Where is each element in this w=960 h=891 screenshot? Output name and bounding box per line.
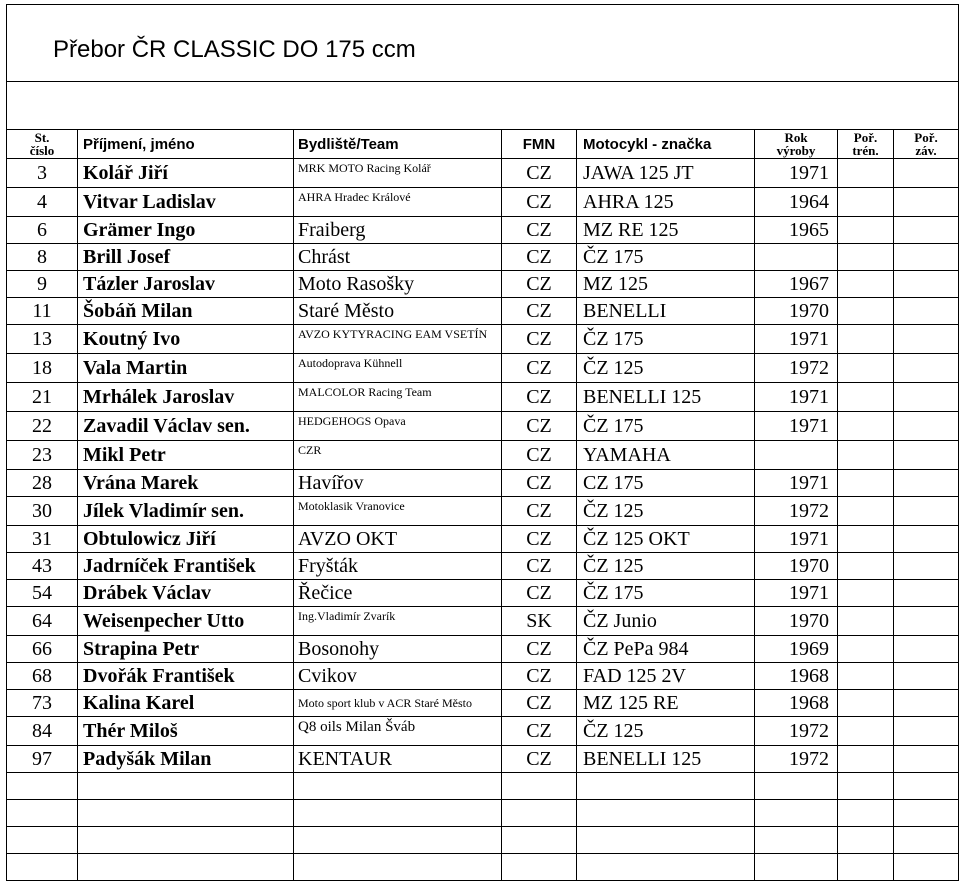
rider-fmn: CZ bbox=[502, 383, 577, 412]
training-position bbox=[838, 497, 894, 526]
rider-motorcycle: CZ 175 bbox=[577, 470, 755, 497]
empty-cell bbox=[502, 773, 577, 800]
empty-cell bbox=[502, 854, 577, 881]
race-position bbox=[894, 159, 959, 188]
empty-row bbox=[7, 854, 959, 881]
table-row bbox=[7, 690, 959, 717]
start-number: 73 bbox=[7, 690, 78, 717]
production-year: 1970 bbox=[755, 553, 838, 580]
rider-fmn: CZ bbox=[502, 412, 577, 441]
rider-fmn: CZ bbox=[502, 717, 577, 746]
training-position bbox=[838, 383, 894, 412]
production-year: 1971 bbox=[755, 412, 838, 441]
start-number: 68 bbox=[7, 663, 78, 690]
table-row bbox=[7, 717, 959, 746]
production-year: 1971 bbox=[755, 580, 838, 607]
rider-fmn: CZ bbox=[502, 636, 577, 663]
header-name: Příjmení, jméno bbox=[78, 130, 294, 159]
title-row bbox=[7, 5, 959, 82]
rider-team: Autodoprava Kühnell bbox=[294, 354, 502, 383]
rider-fmn: CZ bbox=[502, 580, 577, 607]
rider-fmn: CZ bbox=[502, 553, 577, 580]
start-number: 23 bbox=[7, 441, 78, 470]
rider-team: Bosonohy bbox=[294, 636, 502, 663]
table-row bbox=[7, 580, 959, 607]
production-year: 1972 bbox=[755, 717, 838, 746]
rider-fmn: CZ bbox=[502, 441, 577, 470]
table-row bbox=[7, 325, 959, 354]
rider-fmn: CZ bbox=[502, 746, 577, 773]
training-position bbox=[838, 325, 894, 354]
rider-name: Kolář Jiří bbox=[78, 159, 294, 188]
empty-cell bbox=[294, 773, 502, 800]
rider-name: Vala Martin bbox=[78, 354, 294, 383]
rider-name: Jadrníček František bbox=[78, 553, 294, 580]
empty-cell bbox=[755, 827, 838, 854]
rider-motorcycle: MZ 125 RE bbox=[577, 690, 755, 717]
rider-motorcycle: ČZ 125 bbox=[577, 354, 755, 383]
rider-fmn: CZ bbox=[502, 354, 577, 383]
production-year: 1967 bbox=[755, 271, 838, 298]
table-row bbox=[7, 412, 959, 441]
production-year: 1972 bbox=[755, 746, 838, 773]
race-position bbox=[894, 244, 959, 271]
race-position bbox=[894, 383, 959, 412]
rider-team: Řečice bbox=[294, 580, 502, 607]
empty-cell bbox=[294, 854, 502, 881]
empty-cell bbox=[7, 773, 78, 800]
rider-motorcycle: ČZ 175 bbox=[577, 412, 755, 441]
rider-motorcycle: ČZ 125 bbox=[577, 553, 755, 580]
production-year: 1968 bbox=[755, 690, 838, 717]
table-row bbox=[7, 159, 959, 188]
rider-name: Zavadil Václav sen. bbox=[78, 412, 294, 441]
rider-fmn: CZ bbox=[502, 470, 577, 497]
race-position bbox=[894, 690, 959, 717]
training-position bbox=[838, 663, 894, 690]
empty-cell bbox=[838, 827, 894, 854]
rider-fmn: CZ bbox=[502, 298, 577, 325]
production-year: 1968 bbox=[755, 663, 838, 690]
table-row bbox=[7, 636, 959, 663]
training-position bbox=[838, 553, 894, 580]
empty-cell bbox=[7, 827, 78, 854]
training-position bbox=[838, 526, 894, 553]
rider-name: Thér Miloš bbox=[78, 717, 294, 746]
blank-row bbox=[7, 82, 959, 130]
rider-fmn: CZ bbox=[502, 217, 577, 244]
rider-team: AHRA Hradec Králové bbox=[294, 188, 502, 217]
empty-cell bbox=[894, 800, 959, 827]
rider-fmn: CZ bbox=[502, 325, 577, 354]
start-number: 64 bbox=[7, 607, 78, 636]
rider-motorcycle: ČZ 175 bbox=[577, 580, 755, 607]
rider-name: Vrána Marek bbox=[78, 470, 294, 497]
rider-fmn: CZ bbox=[502, 497, 577, 526]
rider-motorcycle: BENELLI bbox=[577, 298, 755, 325]
rider-name: Jílek Vladimír sen. bbox=[78, 497, 294, 526]
rider-team: KENTAUR bbox=[294, 746, 502, 773]
rider-motorcycle: MZ RE 125 bbox=[577, 217, 755, 244]
empty-cell bbox=[78, 854, 294, 881]
empty-cell bbox=[838, 800, 894, 827]
table-row bbox=[7, 441, 959, 470]
header-start-number: St. číslo bbox=[7, 130, 78, 159]
rider-team: Havířov bbox=[294, 470, 502, 497]
empty-cell bbox=[577, 800, 755, 827]
rider-team: Moto sport klub v ACR Staré Město bbox=[294, 690, 502, 717]
empty-cell bbox=[838, 854, 894, 881]
rider-motorcycle: BENELLI 125 bbox=[577, 746, 755, 773]
start-number: 97 bbox=[7, 746, 78, 773]
production-year: 1965 bbox=[755, 217, 838, 244]
start-number: 31 bbox=[7, 526, 78, 553]
rider-fmn: CZ bbox=[502, 159, 577, 188]
rider-motorcycle: ČZ 175 bbox=[577, 325, 755, 354]
rider-name: Mikl Petr bbox=[78, 441, 294, 470]
rider-motorcycle: ČZ 125 OKT bbox=[577, 526, 755, 553]
production-year: 1971 bbox=[755, 470, 838, 497]
empty-cell bbox=[577, 854, 755, 881]
rider-motorcycle: JAWA 125 JT bbox=[577, 159, 755, 188]
rider-name: Dvořák František bbox=[78, 663, 294, 690]
empty-row bbox=[7, 773, 959, 800]
race-position bbox=[894, 188, 959, 217]
rider-team: AVZO OKT bbox=[294, 526, 502, 553]
rider-motorcycle: ČZ PePa 984 bbox=[577, 636, 755, 663]
empty-cell bbox=[294, 827, 502, 854]
training-position bbox=[838, 746, 894, 773]
rider-name: Vitvar Ladislav bbox=[78, 188, 294, 217]
training-position bbox=[838, 607, 894, 636]
race-position bbox=[894, 607, 959, 636]
header-team: Bydliště/Team bbox=[294, 130, 502, 159]
empty-cell bbox=[7, 854, 78, 881]
table-row bbox=[7, 746, 959, 773]
rider-motorcycle: YAMAHA bbox=[577, 441, 755, 470]
race-position bbox=[894, 470, 959, 497]
rider-name: Drábek Václav bbox=[78, 580, 294, 607]
rider-team: Q8 oils Milan Šváb bbox=[294, 717, 502, 746]
rider-team: MRK MOTO Racing Kolář bbox=[294, 159, 502, 188]
rider-name: Mrhálek Jaroslav bbox=[78, 383, 294, 412]
production-year: 1972 bbox=[755, 354, 838, 383]
header-fmn: FMN bbox=[502, 130, 577, 159]
rider-name: Šobáň Milan bbox=[78, 298, 294, 325]
rider-fmn: CZ bbox=[502, 271, 577, 298]
start-number: 84 bbox=[7, 717, 78, 746]
empty-cell bbox=[577, 773, 755, 800]
training-position bbox=[838, 244, 894, 271]
header-training: Poř. trén. bbox=[838, 130, 894, 159]
start-number: 13 bbox=[7, 325, 78, 354]
rider-name: Obtulowicz Jiří bbox=[78, 526, 294, 553]
race-position bbox=[894, 580, 959, 607]
start-number: 30 bbox=[7, 497, 78, 526]
rider-team: HEDGEHOGS Opava bbox=[294, 412, 502, 441]
race-position bbox=[894, 271, 959, 298]
empty-cell bbox=[78, 773, 294, 800]
rider-fmn: CZ bbox=[502, 188, 577, 217]
rider-name: Weisenpecher Utto bbox=[78, 607, 294, 636]
results-table bbox=[6, 4, 959, 881]
rider-motorcycle: BENELLI 125 bbox=[577, 383, 755, 412]
rider-team: Chrást bbox=[294, 244, 502, 271]
rider-team: Staré Město bbox=[294, 298, 502, 325]
empty-cell bbox=[838, 773, 894, 800]
empty-cell bbox=[294, 800, 502, 827]
start-number: 43 bbox=[7, 553, 78, 580]
production-year bbox=[755, 441, 838, 470]
race-position bbox=[894, 636, 959, 663]
start-number: 54 bbox=[7, 580, 78, 607]
start-number: 8 bbox=[7, 244, 78, 271]
empty-cell bbox=[894, 773, 959, 800]
rider-name: Kalina Karel bbox=[78, 690, 294, 717]
production-year: 1969 bbox=[755, 636, 838, 663]
training-position bbox=[838, 354, 894, 383]
training-position bbox=[838, 636, 894, 663]
race-position bbox=[894, 354, 959, 383]
race-position bbox=[894, 412, 959, 441]
rider-name: Strapina Petr bbox=[78, 636, 294, 663]
race-position bbox=[894, 441, 959, 470]
rider-name: Brill Josef bbox=[78, 244, 294, 271]
table-row bbox=[7, 188, 959, 217]
empty-row bbox=[7, 800, 959, 827]
rider-fmn: CZ bbox=[502, 244, 577, 271]
rider-team: MALCOLOR Racing Team bbox=[294, 383, 502, 412]
training-position bbox=[838, 580, 894, 607]
empty-cell bbox=[502, 800, 577, 827]
training-position bbox=[838, 159, 894, 188]
training-position bbox=[838, 271, 894, 298]
rider-team: Cvikov bbox=[294, 663, 502, 690]
rider-name: Padyšák Milan bbox=[78, 746, 294, 773]
rider-name: Tázler Jaroslav bbox=[78, 271, 294, 298]
table-row bbox=[7, 383, 959, 412]
race-position bbox=[894, 526, 959, 553]
training-position bbox=[838, 441, 894, 470]
race-position bbox=[894, 553, 959, 580]
training-position bbox=[838, 298, 894, 325]
race-position bbox=[894, 746, 959, 773]
rider-fmn: CZ bbox=[502, 663, 577, 690]
training-position bbox=[838, 717, 894, 746]
header-row bbox=[7, 130, 959, 159]
rider-motorcycle: ČZ 175 bbox=[577, 244, 755, 271]
table-row bbox=[7, 354, 959, 383]
start-number: 9 bbox=[7, 271, 78, 298]
start-number: 28 bbox=[7, 470, 78, 497]
production-year: 1971 bbox=[755, 159, 838, 188]
rider-motorcycle: ČZ 125 bbox=[577, 497, 755, 526]
rider-team: Fraiberg bbox=[294, 217, 502, 244]
empty-cell bbox=[755, 773, 838, 800]
table-row bbox=[7, 244, 959, 271]
empty-cell bbox=[502, 827, 577, 854]
race-position bbox=[894, 298, 959, 325]
production-year: 1971 bbox=[755, 383, 838, 412]
production-year: 1970 bbox=[755, 607, 838, 636]
production-year bbox=[755, 244, 838, 271]
race-position bbox=[894, 325, 959, 354]
table-row bbox=[7, 470, 959, 497]
rider-team: Ing.Vladimír Zvarík bbox=[294, 607, 502, 636]
rider-fmn: CZ bbox=[502, 526, 577, 553]
rider-team: Moto Rasošky bbox=[294, 271, 502, 298]
header-race: Poř. záv. bbox=[894, 130, 959, 159]
start-number: 4 bbox=[7, 188, 78, 217]
start-number: 66 bbox=[7, 636, 78, 663]
start-number: 3 bbox=[7, 159, 78, 188]
production-year: 1964 bbox=[755, 188, 838, 217]
start-number: 21 bbox=[7, 383, 78, 412]
rider-team: CZR bbox=[294, 441, 502, 470]
training-position bbox=[838, 412, 894, 441]
empty-cell bbox=[755, 854, 838, 881]
header-year: Rok výroby bbox=[755, 130, 838, 159]
rider-name: Grämer Ingo bbox=[78, 217, 294, 244]
table-row bbox=[7, 497, 959, 526]
race-position bbox=[894, 663, 959, 690]
empty-cell bbox=[894, 854, 959, 881]
production-year: 1970 bbox=[755, 298, 838, 325]
rider-motorcycle: AHRA 125 bbox=[577, 188, 755, 217]
rider-motorcycle: ČZ Junio bbox=[577, 607, 755, 636]
empty-row bbox=[7, 827, 959, 854]
training-position bbox=[838, 188, 894, 217]
table-row bbox=[7, 298, 959, 325]
rider-name: Koutný Ivo bbox=[78, 325, 294, 354]
rider-motorcycle: FAD 125 2V bbox=[577, 663, 755, 690]
empty-cell bbox=[755, 800, 838, 827]
table-row bbox=[7, 271, 959, 298]
empty-cell bbox=[894, 827, 959, 854]
table-row bbox=[7, 607, 959, 636]
production-year: 1971 bbox=[755, 526, 838, 553]
training-position bbox=[838, 690, 894, 717]
table-row bbox=[7, 217, 959, 244]
race-position bbox=[894, 217, 959, 244]
rider-motorcycle: MZ 125 bbox=[577, 271, 755, 298]
rider-fmn: CZ bbox=[502, 690, 577, 717]
race-position bbox=[894, 717, 959, 746]
rider-team: Fryšták bbox=[294, 553, 502, 580]
production-year: 1972 bbox=[755, 497, 838, 526]
race-position bbox=[894, 497, 959, 526]
empty-cell bbox=[7, 800, 78, 827]
table-row bbox=[7, 553, 959, 580]
empty-cell bbox=[577, 827, 755, 854]
start-number: 22 bbox=[7, 412, 78, 441]
rider-team: Motoklasik Vranovice bbox=[294, 497, 502, 526]
training-position bbox=[838, 217, 894, 244]
table-row bbox=[7, 526, 959, 553]
start-number: 18 bbox=[7, 354, 78, 383]
start-number: 6 bbox=[7, 217, 78, 244]
page-title: Přebor ČR CLASSIC DO 175 ccm bbox=[7, 5, 959, 82]
header-motorcycle: Motocykl - značka bbox=[577, 130, 755, 159]
empty-cell bbox=[78, 827, 294, 854]
rider-team: AVZO KYTYRACING EAM VSETÍN bbox=[294, 325, 502, 354]
empty-cell bbox=[78, 800, 294, 827]
rider-motorcycle: ČZ 125 bbox=[577, 717, 755, 746]
production-year: 1971 bbox=[755, 325, 838, 354]
table-row bbox=[7, 663, 959, 690]
rider-fmn: SK bbox=[502, 607, 577, 636]
training-position bbox=[838, 470, 894, 497]
start-number: 11 bbox=[7, 298, 78, 325]
